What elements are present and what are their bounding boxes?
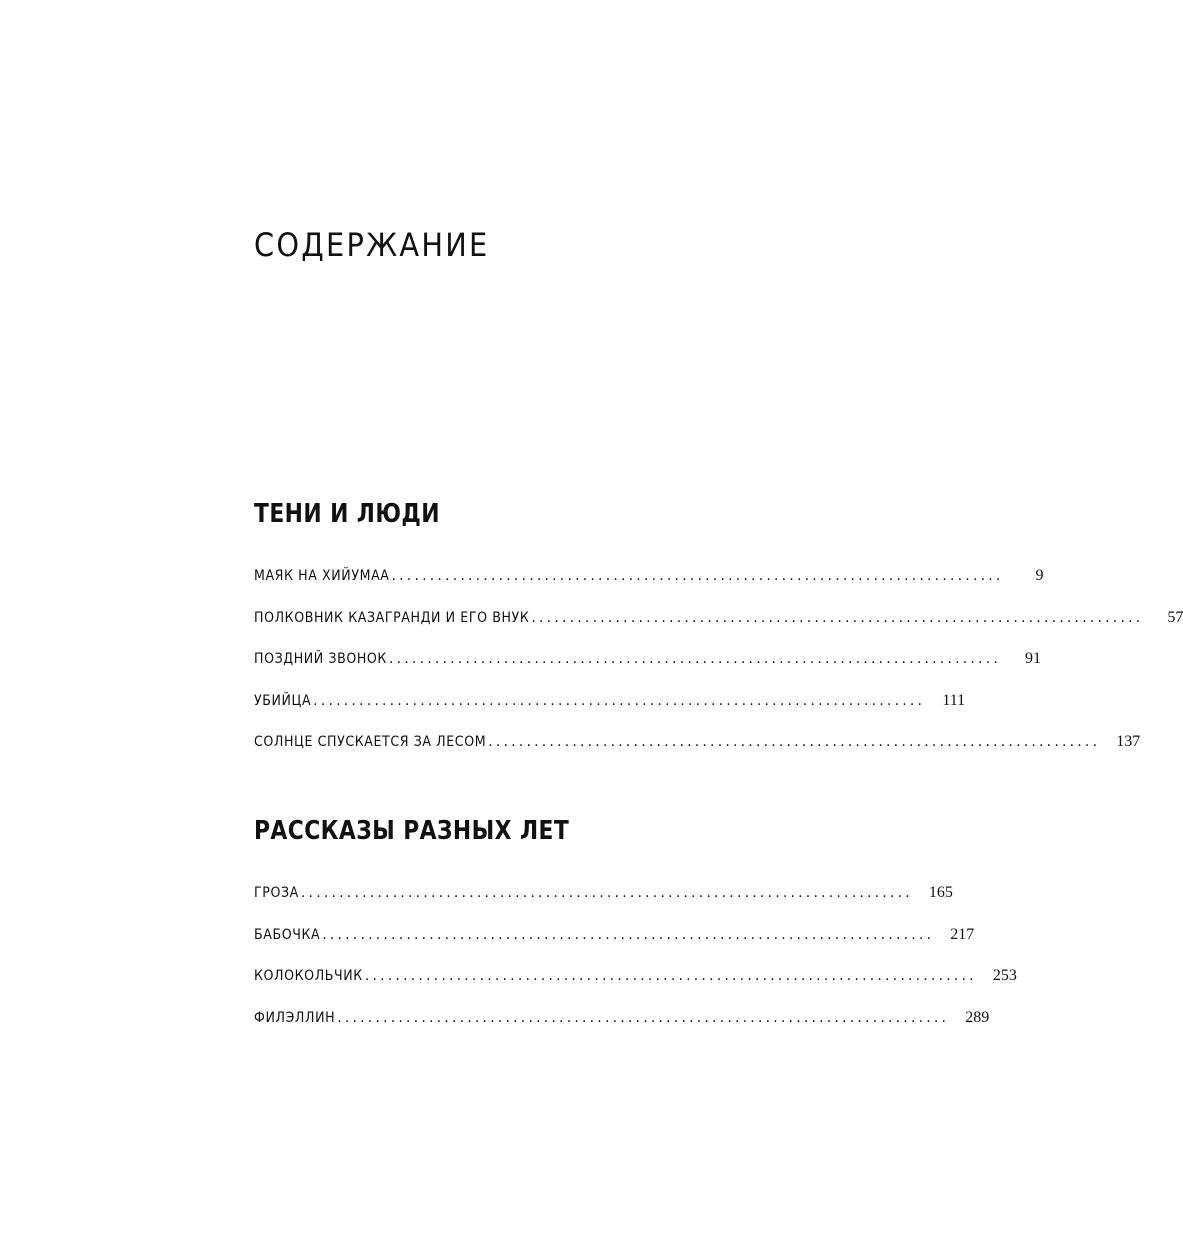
dot-leader: ................................................................................ [364,968,977,984]
toc-entry-title: ФИЛЭЛЛИН [254,1009,336,1026]
toc-entry[interactable] [254,566,1044,608]
toc-entry-title: ПОЛКОВНИК КАЗАГРАНДИ И ЕГО ВНУК [254,609,530,626]
dot-leader: ................................................................................ [388,651,1001,667]
toc-entry-page: 91 [1025,650,1041,667]
section-heading: ТЕНИ И ЛЮДИ [254,499,440,529]
toc-entry[interactable] [254,925,975,967]
dot-leader: ................................................................................ [337,1009,950,1026]
toc-section [254,813,1017,1049]
toc-entry[interactable] [254,1008,990,1050]
toc-entry[interactable] [254,649,1041,691]
toc-entry-page: 253 [992,967,1017,984]
toc-entry-title: СОЛНЦЕ СПУСКАЕТСЯ ЗА ЛЕСОМ [254,734,487,750]
toc-entry[interactable] [254,608,1183,650]
dot-leader: ................................................................................ [531,609,1144,626]
dot-leader: ................................................................................ [313,692,926,709]
toc-entry-title: БАБОЧКА [254,926,321,943]
toc-section [254,496,1183,774]
toc-list [254,883,1017,1049]
toc-entry-title: КОЛОКОЛЬЧИК [254,968,363,984]
dot-leader: ................................................................................ [300,885,913,901]
section-heading: РАССКАЗЫ РАЗНЫХ ЛЕТ [254,816,570,846]
toc-entry-title: МАЯК НА ХИЙУМАА [254,568,390,584]
toc-entry[interactable] [254,883,953,925]
toc-entry-title: ПОЗДНИЙ ЗВОНОК [254,651,387,667]
dot-leader: ................................................................................ [488,734,1101,750]
toc-entry-page: 137 [1116,733,1141,750]
toc-entry-page: 289 [965,1008,990,1026]
toc-entry[interactable] [254,732,1141,774]
toc-list [254,566,1183,774]
toc-entry-page: 217 [950,925,975,943]
toc-entry-page: 57 [1167,608,1183,626]
page-title: СОДЕРЖАНИЕ [254,226,490,264]
toc-entry[interactable] [254,966,1017,1008]
toc-entry-title: ГРОЗА [254,885,299,901]
toc-entry-page: 9 [1035,567,1044,584]
toc-entry-title: УБИЙЦА [254,692,312,709]
toc-entry[interactable] [254,691,966,733]
toc-entry-page: 165 [928,884,953,901]
toc-entry-page: 111 [942,691,966,709]
dot-leader: ................................................................................ [322,926,935,943]
dot-leader: ................................................................................ [391,568,1004,584]
